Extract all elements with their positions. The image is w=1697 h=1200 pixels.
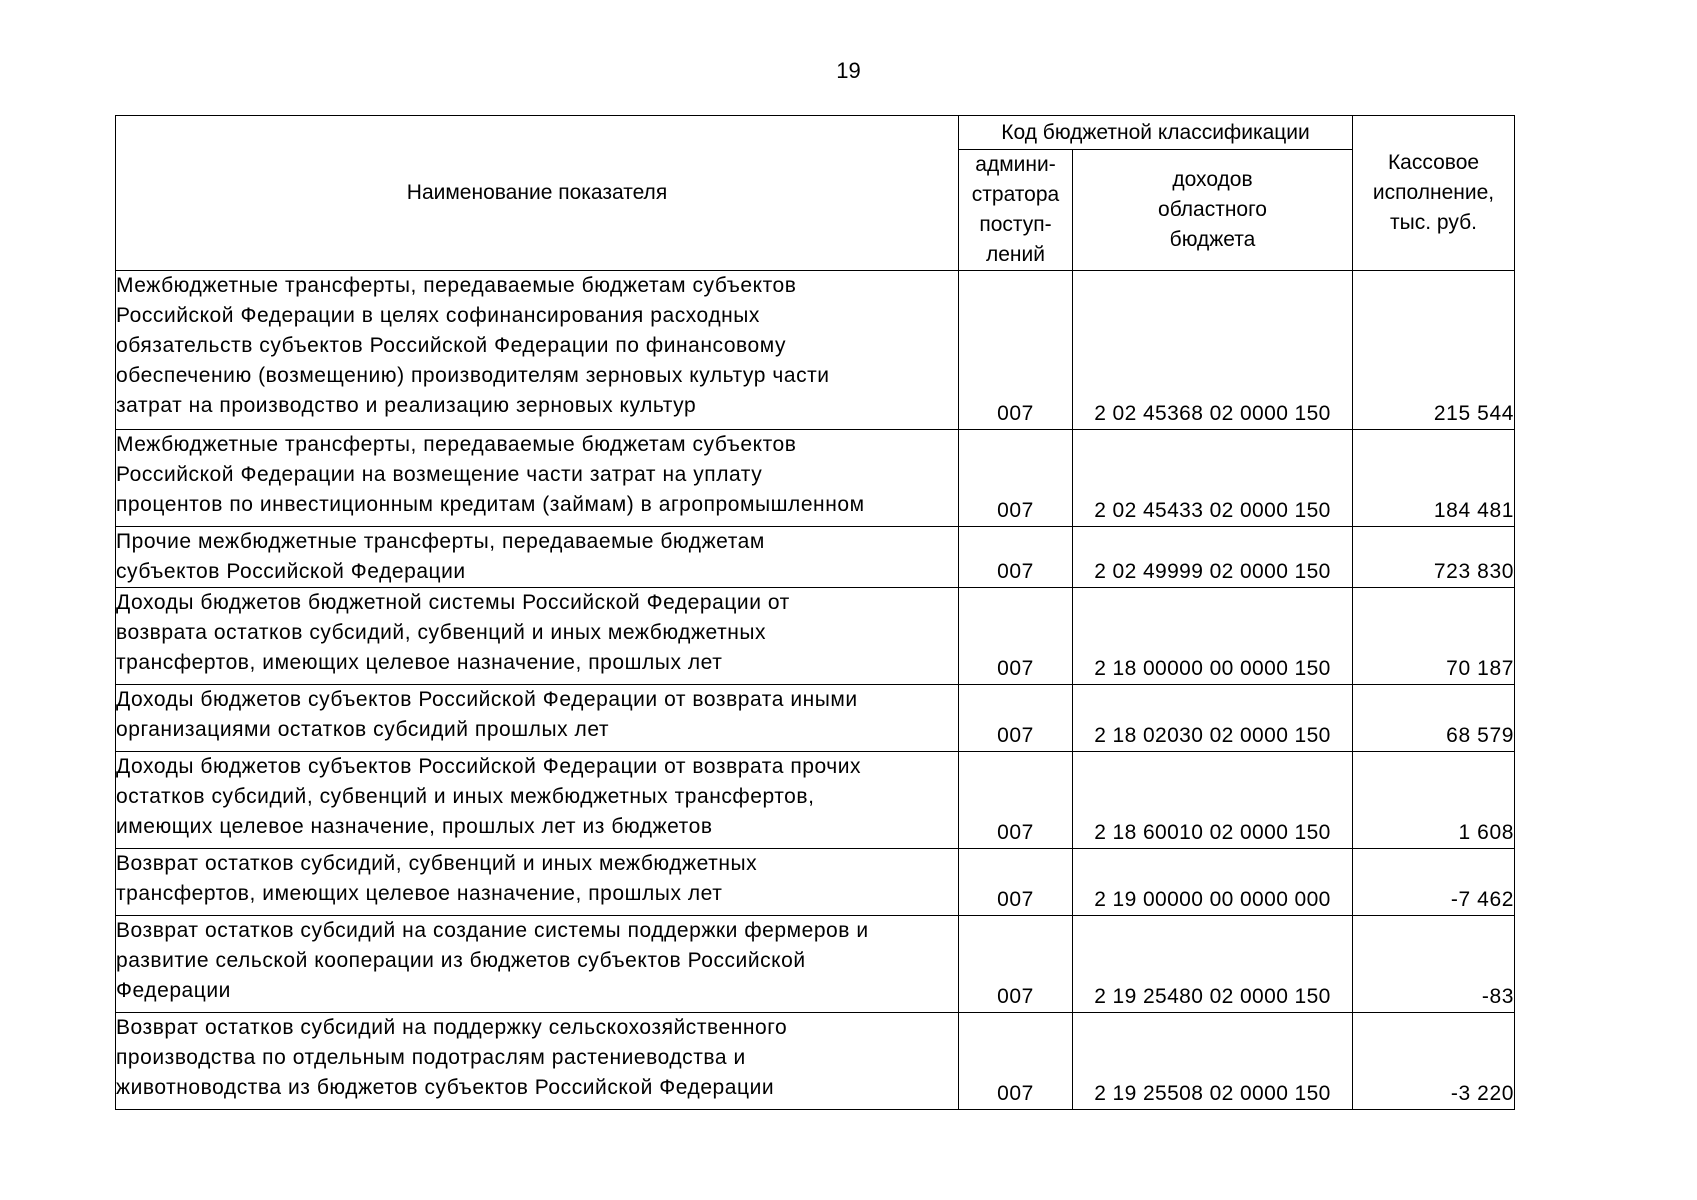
row-cash-execution: 184 481 <box>1353 430 1515 527</box>
row-cash-execution: 723 830 <box>1353 527 1515 588</box>
row-indicator-name <box>116 588 959 685</box>
name-line: обеспечению (возмещению) производителям зерновых культур части <box>116 364 830 387</box>
name-line: Российской Федерации на возмещение части затрат на уплату <box>116 463 763 486</box>
name-line: имеющих целевое назначение, прошлых лет из бюджетов <box>116 815 713 838</box>
name-line: Межбюджетные трансферты, передаваемые бюджетам субъектов <box>116 274 797 297</box>
name-line: процентов по инвестиционным кредитам (займам) в агропромышленном <box>116 493 865 516</box>
row-income-code: 2 18 60010 02 0000 150 <box>1073 752 1353 849</box>
row-admin-code: 007 <box>959 752 1073 849</box>
row-cash-execution: -7 462 <box>1353 849 1515 916</box>
name-line: остатков субсидий, субвенций и иных межбюджетных трансфертов, <box>116 785 815 808</box>
name-line: Доходы бюджетов бюджетной системы Российской Федерации от <box>116 591 790 614</box>
name-line: производства по отдельным подотраслям растениеводства и <box>116 1046 746 1069</box>
row-admin-code: 007 <box>959 916 1073 1013</box>
row-admin-code: 007 <box>959 271 1073 430</box>
name-line: животноводства из бюджетов субъектов Российской Федерации <box>116 1076 775 1099</box>
row-income-code: 2 02 45433 02 0000 150 <box>1073 430 1353 527</box>
name-line: трансфертов, имеющих целевое назначение, прошлых лет <box>116 651 723 674</box>
row-cash-execution: 1 608 <box>1353 752 1515 849</box>
name-line: развитие сельской кооперации из бюджетов субъектов Российской <box>116 949 806 972</box>
header-revenue-administrator <box>959 150 1073 271</box>
table-row <box>116 1013 1515 1110</box>
header-admin-line: лений <box>986 243 1045 266</box>
row-cash-execution: 70 187 <box>1353 588 1515 685</box>
table-row <box>116 271 1515 430</box>
row-income-code: 2 18 00000 00 0000 150 <box>1073 588 1353 685</box>
row-income-code: 2 18 02030 02 0000 150 <box>1073 685 1353 752</box>
row-indicator-name <box>116 916 959 1013</box>
name-line: Возврат остатков субсидий на создание системы поддержки фермеров и <box>116 919 869 942</box>
name-line: Федерации <box>116 979 231 1002</box>
name-line: Прочие межбюджетные трансферты, передаваемые бюджетам <box>116 530 765 553</box>
row-admin-code: 007 <box>959 527 1073 588</box>
name-line: Доходы бюджетов субъектов Российской Федерации от возврата иными <box>116 688 858 711</box>
table-row <box>116 685 1515 752</box>
header-income-line: доходов <box>1172 168 1253 191</box>
row-income-code: 2 19 00000 00 0000 000 <box>1073 849 1353 916</box>
row-indicator-name <box>116 752 959 849</box>
header-cash-execution <box>1353 116 1515 271</box>
table-row <box>116 430 1515 527</box>
page-number: 19 <box>836 58 861 83</box>
row-cash-execution: 68 579 <box>1353 685 1515 752</box>
name-line: трансфертов, имеющих целевое назначение, прошлых лет <box>116 882 723 905</box>
row-admin-code: 007 <box>959 588 1073 685</box>
table-row <box>116 527 1515 588</box>
row-indicator-name <box>116 849 959 916</box>
row-indicator-name <box>116 685 959 752</box>
table-row <box>116 916 1515 1013</box>
row-indicator-name <box>116 271 959 430</box>
header-sum-line: исполнение, <box>1372 181 1495 204</box>
name-line: Доходы бюджетов субъектов Российской Федерации от возврата прочих <box>116 755 862 778</box>
table-row <box>116 849 1515 916</box>
name-line: организациями остатков субсидий прошлых лет <box>116 718 610 741</box>
header-budget-classification-code: Код бюджетной классификации <box>959 116 1353 150</box>
table-row <box>116 752 1515 849</box>
header-admin-line: стратора <box>971 183 1060 206</box>
row-admin-code: 007 <box>959 685 1073 752</box>
name-line: затрат на производство и реализацию зерновых культур <box>116 394 697 417</box>
name-line: обязательств субъектов Российской Федерации по финансовому <box>116 334 787 357</box>
row-income-code: 2 02 45368 02 0000 150 <box>1073 271 1353 430</box>
name-line: Возврат остатков субсидий, субвенций и иных межбюджетных <box>116 852 758 875</box>
row-admin-code: 007 <box>959 849 1073 916</box>
row-indicator-name <box>116 1013 959 1110</box>
name-line: субъектов Российской Федерации <box>116 560 466 583</box>
header-income-line: областного <box>1158 198 1267 221</box>
header-admin-line: админи- <box>975 153 1056 176</box>
row-cash-execution: 215 544 <box>1353 271 1515 430</box>
table-row <box>116 588 1515 685</box>
header-regional-budget-income <box>1073 150 1353 271</box>
header-income-line: бюджета <box>1169 228 1256 251</box>
row-cash-execution: -83 <box>1353 916 1515 1013</box>
row-income-code: 2 02 49999 02 0000 150 <box>1073 527 1353 588</box>
header-sum-line: Кассовое <box>1387 151 1480 174</box>
row-income-code: 2 19 25508 02 0000 150 <box>1073 1013 1353 1110</box>
row-indicator-name <box>116 430 959 527</box>
row-income-code: 2 19 25480 02 0000 150 <box>1073 916 1353 1013</box>
name-line: Российской Федерации в целях софинансирования расходных <box>116 304 760 327</box>
row-indicator-name <box>116 527 959 588</box>
name-line: Возврат остатков субсидий на поддержку сельскохозяйственного <box>116 1016 788 1039</box>
header-indicator-name: Наименование показателя <box>116 116 959 271</box>
row-admin-code: 007 <box>959 430 1073 527</box>
row-cash-execution: -3 220 <box>1353 1013 1515 1110</box>
budget-income-table <box>115 115 1515 1110</box>
name-line: возврата остатков субсидий, субвенций и иных межбюджетных <box>116 621 767 644</box>
header-sum-line: тыс. руб. <box>1390 211 1477 234</box>
header-admin-line: поступ- <box>979 213 1052 236</box>
row-admin-code: 007 <box>959 1013 1073 1110</box>
name-line: Межбюджетные трансферты, передаваемые бюджетам субъектов <box>116 433 797 456</box>
